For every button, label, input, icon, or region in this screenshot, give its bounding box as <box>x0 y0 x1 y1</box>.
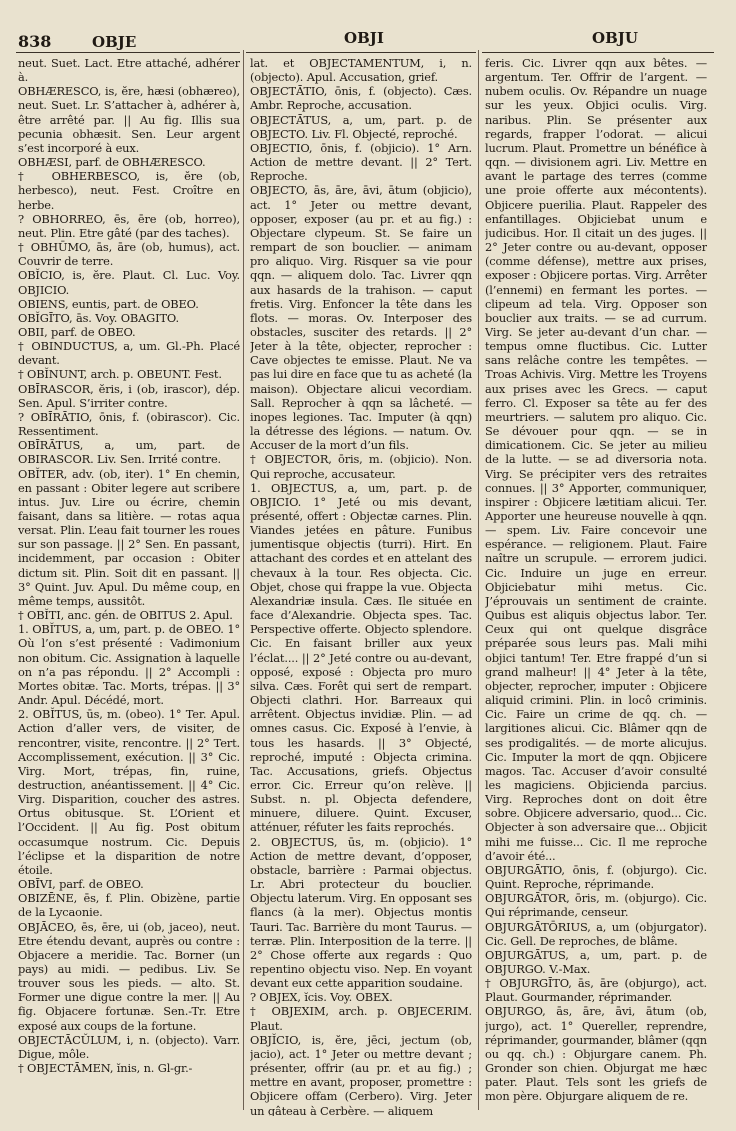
dictionary-column-right <box>485 56 707 1116</box>
dictionary-entry: OBJECTĀTIO, ōnis, f. (objecto). Cæs. Ambr. Reproche, accusation. <box>250 84 472 113</box>
dictionary-entry: OBJURGĀTOR, ōris, m. (objurgo). Cic. Qui réprimande, censeur. <box>485 891 707 920</box>
dictionary-entry: ? OBJEX, ĭcis. Voy. OBEX. <box>250 990 393 1005</box>
dictionary-entry: OBĪVI, parf. de OBEO. <box>18 877 144 892</box>
dictionary-entry: OBĬGĪTO, ās. Voy. OBAGITO. <box>18 310 179 325</box>
dictionary-entry: † OBJURGĪTO, ās, āre (objurgo), act. Plaut. Gourmander, réprimander. <box>485 976 707 1005</box>
header-rule-center <box>246 52 476 53</box>
dictionary-entry: OBĬTER, adv. (ob, iter). 1° En chemin, en passant : Obiter legere aut scribere intus. Juv. Lire ou écrire, chemin faisant, dans sa litière. — rotas aqua versat. Plin. L’eau fait tourner les roues sur son passage. || 2° Sen. En passant, incidemment, par occasion : Obiter dictum sit. Plin. Soit dit en passant. || 3° Quint. Juv. Apul. Du même coup, en même temps, aussitôt. <box>18 466 240 608</box>
dictionary-entry: neut. Suet. Lact. Etre attaché, adhérer à. <box>18 56 240 85</box>
dictionary-entry: 1. OBJECTUS, a, um, part. p. de OBJICIO. 1° Jeté ou mis devant, présenté, offert : Objectæ carnes. Plin. Viandes jetées en pâture. Funibus jumentisque objectis (turri). Hirt. En attachant des cordes et en attelant des chevaux à la tour. Res objecta. Cic. Objet, chose qui frappe la vue. Objecta Alexandriæ insula. Cæs. Ile située en face d’Alexandrie. Objecta spes. Tac. Perspective offerte. Objecto splendore. Cic. En faisant briller aux yeux l’éclat.... || 2° Jeté contre ou au-devant, opposé, exposé : Objecta pro muro silva. Cæs. Forêt qui sert de rempart. Objecti clathri. Hor. Barreaux qui arrêtent. Objectus invidiæ. Plin. — ad omnes casus. Cic. Exposé à l’envie, à tous les hasards. || 3° Objecté, reproché, imputé : Objecta crimina. Tac. Accusations, griefs. Objectus error. Cic. Erreur qu’on relève. || Subst. n. pl. Objecta defendere, minuere, diluere. Quint. Excuser, atténuer, réfuter les faits reprochés. <box>250 480 472 835</box>
left-guide-word: OBJE <box>92 33 137 51</box>
dictionary-column-center <box>250 56 472 1116</box>
dictionary-column-left <box>18 56 240 1116</box>
column-divider <box>478 50 479 1110</box>
dictionary-entry: OBĪRASCOR, ĕris, i (ob, irascor), dép. Sen. Apul. S’irriter contre. <box>18 381 240 410</box>
column-divider <box>243 50 244 1110</box>
right-guide-word: OBJU <box>592 29 638 47</box>
dictionary-entry: 2. OBJECTUS, ūs, m. (objicio). 1° Action de mettre devant, d’opposer, obstacle, barrière : Parmai objectus. Lr. Abri protecteur du bouclier. Objectu laterum. Virg. En opposant ses flancs (à la mer). Objectus montis Tauri. Tac. Barrière du mont Taurus. — terræ. Plin. Interposition de la terre. || 2° Chose offerte aux regards : Quo repentino objectu viso. Nep. En voyant devant eux cette apparition soudaine. <box>250 834 472 991</box>
dictionary-entry: OBJECTIO, ōnis, f. (objicio). 1° Arn. Action de mettre devant. || 2° Tert. Reproche. <box>250 140 472 184</box>
dictionary-entry: 2. OBĬTUS, ūs, m. (obeo). 1° Ter. Apul. Action d’aller vers, de visiter, de rencontrer, visite, rencontre. || 2° Tert. Accomplissement, exécution. || 3° Cic. Virg. Mort, trépas, fin, ruine, destruction, anéantissement. || 4° Cic. Virg. Disparition, coucher des astres. Ortus obitusque. St. L’Orient et l’Occident. || Au fig. Post obitum occasumque nostrum. Cic. Depuis l’éclipse et la disparition de notre étoile. <box>18 707 240 877</box>
dictionary-entry: OBĪRĀTUS, a, um, part. de OBIRASCOR. Liv. Sen. Irrité contre. <box>18 438 240 467</box>
dictionary-entry: † OBĬNUNT, arch. p. OBEUNT. Fest. <box>18 367 222 382</box>
dictionary-entry: OBII, parf. de OBEO. <box>18 324 136 339</box>
dictionary-entry: OBJURGĀTIO, ōnis, f. (objurgo). Cic. Quint. Reproche, réprimande. <box>485 862 707 892</box>
dictionary-entry: OBJURGO, ās, āre, āvi, ātum (ob, jurgo), act. 1° Quereller, reprendre, réprimander, gourmander, blâmer (qqn ou qq. ch.) : Objurgare canem. Ph. Gronder son chien. Objurgat me hæc pater. Plaut. Tels sont les griefs de mon père. Objurgare aliquem de re. <box>485 1004 707 1104</box>
dictionary-entry: OBJURGĀTŌRIUS, a, um (objurgator). Cic. Gell. De reproches, de blâme. <box>485 919 707 948</box>
center-guide-word: OBJI <box>344 29 384 47</box>
dictionary-entry: † OBJECTĀMEN, ĭnis, n. Gl-gr.- <box>18 1061 193 1076</box>
dictionary-entry: ? OBHORREO, ēs, ēre (ob, horreo), neut. Plin. Etre gâté (par des taches). <box>18 211 240 240</box>
dictionary-entry: OBJĬCIO, is, ĕre, jēci, jectum (ob, jacio), act. 1° Jeter ou mettre devant ; présenter, offrir (au pr. et au fig.) ; mettre en avant, proposer, promettre : Objicere offam (Cerbero). Virg. Jeter un gâteau à Cerbère. — aliquem <box>250 1032 472 1116</box>
dictionary-entry: † OBĬTI, anc. gén. de OBITUS 2. Apul. <box>18 608 233 623</box>
page-number: 838 <box>18 32 52 51</box>
dictionary-entry: OBIZĒNE, ēs, f. Plin. Obizène, partie de la Lycaonie. <box>18 891 240 920</box>
dictionary-entry: OBJURGĀTUS, a, um, part. p. de OBJURGO. V.-Max. <box>485 947 707 976</box>
dictionary-entry: OBHÆRESCO, is, ĕre, hæsi (obhæreo), neut. Suet. Lr. S’attacher à, adhérer à, être arrêté par. || Au fig. Illis sua pecunia obhæsit. Sen. Leur argent s’est incorporé à eux. <box>18 84 240 155</box>
dictionary-entry: † OBJECTOR, ōris, m. (objicio). Non. Qui reproche, accusateur. <box>250 452 472 481</box>
dictionary-entry: OBHÆSI, parf. de OBHÆRESCO. <box>18 155 206 170</box>
dictionary-entry: lat. et OBJECTAMENTUM, i, n. (objecto). Apul. Accusation, grief. <box>250 56 472 85</box>
dictionary-entry: ? OBĪRĀTIO, ōnis, f. (obirascor). Cic. Ressentiment. <box>18 409 240 439</box>
dictionary-entry: 1. OBĬTUS, a, um, part. p. de OBEO. 1° Où l’on s’est présenté : Vadimonium non obitum. Cic. Assignation à laquelle on n’a pas répondu. || 2° Accompli : Mortes obitæ. Tac. Morts, trépas. || 3° Andr. Apul. Décédé, mort. <box>18 622 240 708</box>
dictionary-entry: OBIENS, euntis, part. de OBEO. <box>18 296 199 311</box>
dictionary-entry: † OBJEXIM, arch. p. OBJECERIM. Plaut. <box>250 1004 472 1033</box>
dictionary-entry: † OBHŪMO, ās, āre (ob, humus), act. Couvrir de terre. <box>18 240 240 269</box>
dictionary-entry: OBJECTĀTUS, a, um, part. p. de OBJECTO. Liv. Fl. Objecté, reproché. <box>250 112 472 141</box>
dictionary-entry: OBĬCIO, is, ĕre. Plaut. Cl. Luc. Voy. OBJICIO. <box>18 268 240 297</box>
header-rule-right <box>482 52 714 53</box>
dictionary-entry: OBJECTO, ās, āre, āvi, ātum (objicio), act. 1° Jeter ou mettre devant, opposer, exposer (au pr. et au fig.) : Objectare clypeum. St. Se faire un rempart de son bouclier. — animam pro aliquo. Virg. Risquer sa vie pour qqn. — aliquem dolo. Tac. Livrer qqn aux hasards de la trahison. — caput fretis. Virg. Enfoncer la tête dans les flots. — moras. Ov. Interposer des obstacles, susciter des retards. || 2° Jeter à la tête, objecter, reprocher : Cave objectes te emisse. Plaut. Ne va pas lui dire en face que tu as acheté (la maison). Objectare alicui vecordiam. Sall. Reprocher à qqn sa lâcheté. — inopes legiones. Tac. Imputer (à qqn) la détresse des légions. — natum. Ov. Accuser de la mort d’un fils. <box>250 183 472 453</box>
dictionary-entry: feris. Cic. Livrer qqn aux bêtes. — argentum. Ter. Offrir de l’argent. — nubem oculis. Ov. Répandre un nuage sur les yeux. Objici oculis. Virg. naribus. Plin. Se présenter aux regards, frapper l’odorat. — alicui lucrum. Plaut. Promettre un bénéfice à qqn. — divisionem agri. Liv. Mettre en avant le partage des terres (comme une proie offerte aux mécontents). Objicere puerilia. Plaut. Rappeler des enfantillages. Objiciebat unum e judicibus. Hor. Il citait un des juges. || 2° Jeter contre ou au-devant, opposer (comme défense), mettre aux prises, exposer : Objicere portas. Virg. Arrêter (l’ennemi) en fermant les portes. — clipeum ad tela. Virg. Opposer son bouclier aux traits. — se ad currum. Virg. Se jeter au-devant d’un char. — tempus omne fluctibus. Cic. Lutter sans relâche contre les tempêtes. — Troas Achivis. Virg. Mettre les Troyens aux prises avec les Grecs. — caput ferro. Cl. Exposer sa tête au fer des meurtriers. — salutem pro aliquo. Cic. Se dévouer pour qqn. — se in dimicationem. Cic. Se jeter au milieu de la lutte. — se ad diversoria nota. Virg. Se précipiter vers des retraites connues. || 3° Apporter, communiquer, inspirer : Objicere lætitiam alicui. Ter. Apporter une heureuse nouvelle à qqn. — spem. Liv. Faire concevoir une espérance. — religionem. Plaut. Faire naître un scrupule. — errorem judici. Cic. Induire un juge en erreur. Objiciebatur mihi metus. Cic. J’éprouvais un sentiment de crainte. Quibus est aliquis objectus labor. Ter. Ceux qui ont quelque disgrâce préparée sous leurs pas. Mali mihi objici tantum! Ter. Etre frappé d’un si grand malheur! || 4° Jeter à la tête, objecter, reprocher, imputer : Objicere aliquid crimini. Plin. in locô criminis. Cic. Faire un crime de qq. ch. — largitiones alicui. Cic. Blâmer qqn de ses prodigalités. — de morte alicujus. Cic. Imputer la mort de qqn. Objicere magos. Tac. Accuser d’avoir consulté les magiciens. Objicienda parcius. Virg. Reproches dont on doit être sobre. Objicere adversario, quod... Cic. Objecter à son adversaire que... Objicit mihi me fuisse... Cic. Il me reproche d’avoir été... <box>485 56 707 863</box>
dictionary-entry: OBJECTĀCŬLUM, i, n. (objecto). Varr. Digue, môle. <box>18 1032 240 1061</box>
dictionary-entry: † OBINDUCTUS, a, um. Gl.-Ph. Placé devant. <box>18 339 240 368</box>
dictionary-entry: † OBHERBESCO, is, ĕre (ob, herbesco), neut. Fest. Croître en herbe. <box>18 169 240 212</box>
header-rule-left <box>16 52 240 53</box>
dictionary-entry: OBJĀCEO, ēs, ēre, ui (ob, jaceo), neut. Etre étendu devant, auprès ou contre : Objacere a meridie. Tac. Borner (un pays) au midi. — pedibus. Liv. Se trouver sous les pieds. — alto. St. Former une digue contre la mer. || Au fig. Objacere fortunæ. Sen.-Tr. Etre exposé aux coups de la fortune. <box>18 919 240 1033</box>
page-header <box>0 24 736 50</box>
